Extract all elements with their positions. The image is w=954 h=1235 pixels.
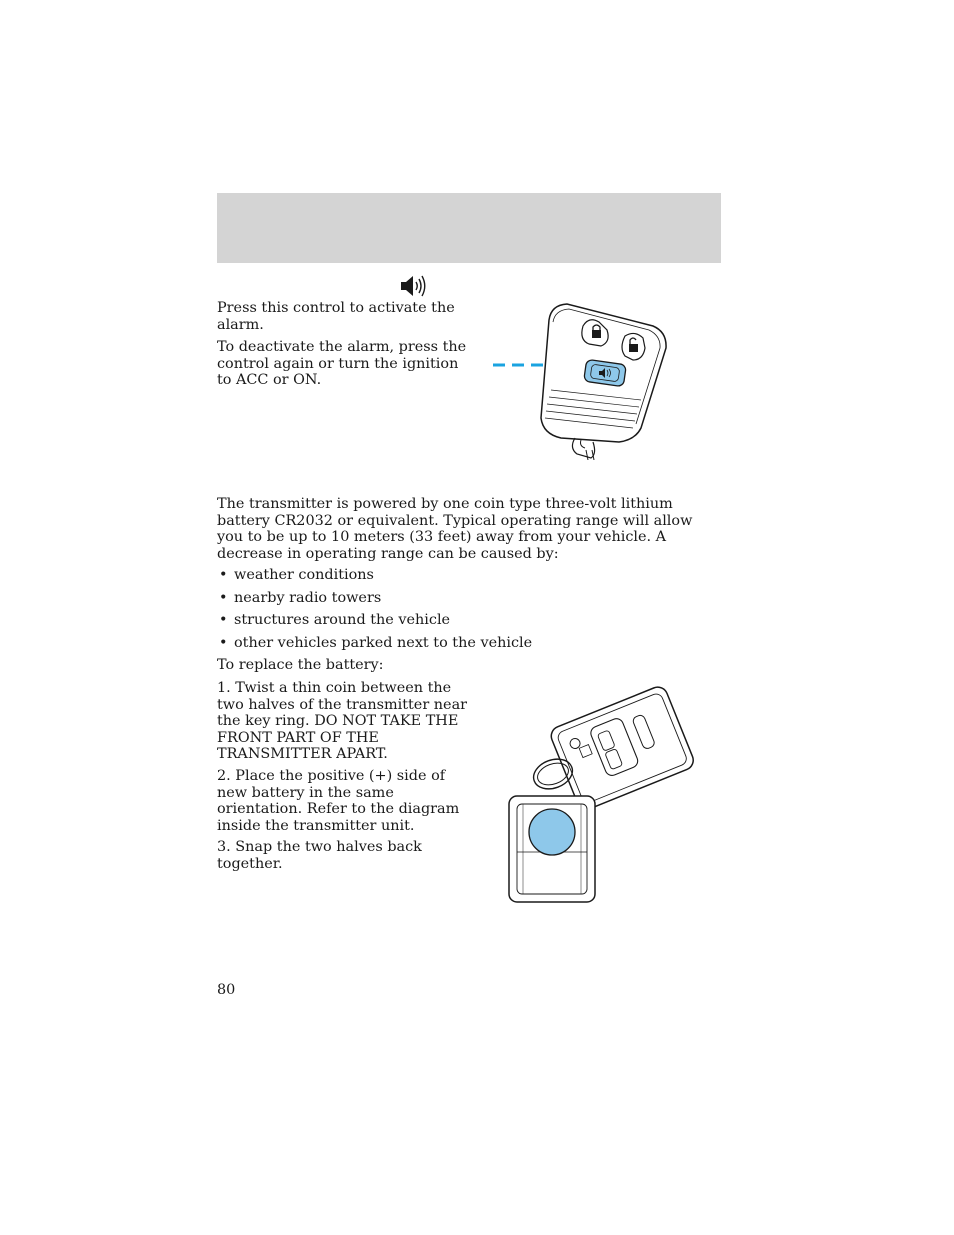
- range-factors-list: [217, 567, 721, 657]
- section-header-band: [217, 193, 721, 263]
- transmitter-battery-illustration: [503, 680, 699, 906]
- page-number: 80: [217, 982, 236, 998]
- transmitter-panic-button-illustration: [489, 300, 679, 460]
- alarm-deactivate-text: To deactivate the alarm, press the control again or turn the ignition to ACC or ON.: [217, 339, 467, 388]
- bullet-icon: •: [219, 589, 228, 606]
- battery-intro-text: The transmitter is powered by one coin type three-volt lithium battery CR2032 or equivalent. Typical operating range will allow you to be up to 10 meters (33 feet) away from your vehicle. A decrease in operating range can be caused by:: [217, 496, 693, 562]
- bullet-icon: •: [219, 612, 228, 629]
- alarm-activate-text: Press this control to activate the alarm.: [217, 300, 455, 333]
- list-item: • other vehicles parked next to the vehicle: [219, 634, 533, 651]
- step-1-text: 1. Twist a thin coin between the two halves of the transmitter near the key ring. DO NOT TAKE THE FRONT PART OF THE TRANSMITTER APART.: [217, 680, 468, 762]
- speaker-icon: [399, 274, 429, 298]
- bullet-icon: •: [219, 567, 228, 583]
- step-2-text: 2. Place the positive (+) side of new battery in the same orientation. Refer to the diagram inside the transmitter unit.: [217, 768, 460, 834]
- replace-battery-heading: To replace the battery:: [217, 657, 384, 673]
- list-item: • structures around the vehicle: [219, 612, 451, 629]
- list-item: • nearby radio towers: [219, 589, 382, 606]
- coin-battery: [529, 809, 575, 855]
- step-3-text: 3. Snap the two halves back together.: [217, 839, 422, 872]
- list-item: • weather conditions: [219, 567, 374, 583]
- bullet-icon: •: [219, 634, 228, 651]
